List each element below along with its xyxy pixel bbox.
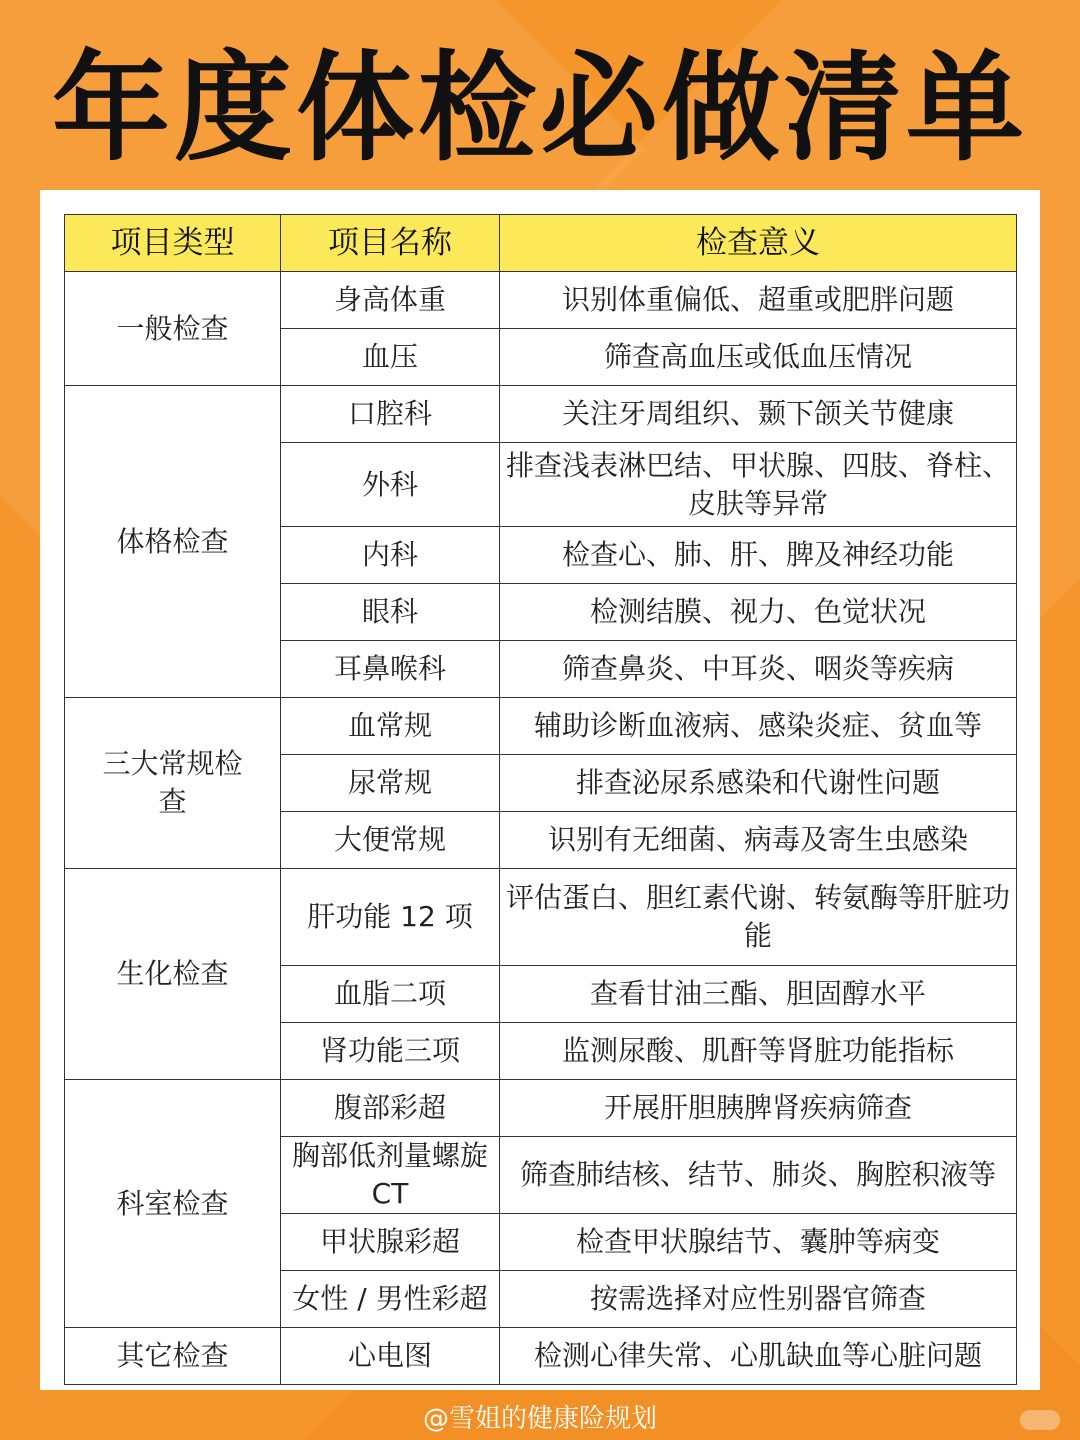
table-row xyxy=(65,272,1017,329)
category-cell xyxy=(65,698,281,869)
item-name: 血脂二项 xyxy=(281,966,500,1023)
corner-badge xyxy=(1020,1410,1060,1430)
item-purpose: 监测尿酸、肌酐等肾脏功能指标 xyxy=(500,1023,1017,1080)
category-cell: 科室检查 xyxy=(65,1080,281,1328)
item-purpose: 检测心律失常、心肌缺血等心脏问题 xyxy=(500,1328,1017,1385)
table-row xyxy=(65,869,1017,966)
category-cell: 其它检查 xyxy=(65,1328,281,1385)
item-purpose: 检测结膜、视力、色觉状况 xyxy=(500,584,1017,641)
item-name: 血常规 xyxy=(281,698,500,755)
item-name: 肾功能三项 xyxy=(281,1023,500,1080)
header-type: 项目类型 xyxy=(65,215,281,272)
item-name: 身高体重 xyxy=(281,272,500,329)
item-purpose: 排查浅表淋巴结、甲状腺、四肢、脊柱、皮肤等异常 xyxy=(500,443,1017,527)
table-row xyxy=(65,1080,1017,1137)
category-cell: 体格检查 xyxy=(65,386,281,698)
item-name: 大便常规 xyxy=(281,812,500,869)
page-title: 年度体检必做清单 xyxy=(51,39,1028,177)
item-purpose: 检查心、肺、肝、脾及神经功能 xyxy=(500,527,1017,584)
item-purpose: 识别体重偏低、超重或肥胖问题 xyxy=(500,272,1017,329)
item-purpose: 识别有无细菌、病毒及寄生虫感染 xyxy=(500,812,1017,869)
item-name: 肝功能 12 项 xyxy=(281,869,500,966)
item-name: 口腔科 xyxy=(281,386,500,443)
item-name: 外科 xyxy=(281,443,500,527)
table-row xyxy=(65,386,1017,443)
header-purpose: 检查意义 xyxy=(500,215,1017,272)
checklist-table xyxy=(64,214,1017,1385)
category-cell: 生化检查 xyxy=(65,869,281,1080)
item-name: 内科 xyxy=(281,527,500,584)
item-name: 女性 / 男性彩超 xyxy=(281,1271,500,1328)
item-purpose: 排查泌尿系感染和代谢性问题 xyxy=(500,755,1017,812)
item-purpose: 开展肝胆胰脾肾疾病筛查 xyxy=(500,1080,1017,1137)
item-purpose: 筛查高血压或低血压情况 xyxy=(500,329,1017,386)
item-name: 尿常规 xyxy=(281,755,500,812)
table-row xyxy=(65,698,1017,755)
item-name: 血压 xyxy=(281,329,500,386)
item-purpose: 关注牙周组织、颞下颌关节健康 xyxy=(500,386,1017,443)
item-purpose: 筛查鼻炎、中耳炎、咽炎等疾病 xyxy=(500,641,1017,698)
item-name: 腹部彩超 xyxy=(281,1080,500,1137)
category-label: 三大常规检查 xyxy=(102,747,243,818)
item-name: 心电图 xyxy=(281,1328,500,1385)
table-row xyxy=(65,1328,1017,1385)
item-name: 耳鼻喉科 xyxy=(281,641,500,698)
category-cell: 一般检查 xyxy=(65,272,281,386)
header-name: 项目名称 xyxy=(281,215,500,272)
item-purpose: 评估蛋白、胆红素代谢、转氨酶等肝脏功能 xyxy=(500,869,1017,966)
item-name: 眼科 xyxy=(281,584,500,641)
author-watermark: @雪姐的健康险规划 xyxy=(422,1404,657,1434)
item-name: 胸部低剂量螺旋 CT xyxy=(281,1137,500,1214)
item-name: 甲状腺彩超 xyxy=(281,1214,500,1271)
item-purpose: 辅助诊断血液病、感染炎症、贫血等 xyxy=(500,698,1017,755)
item-purpose: 筛查肺结核、结节、肺炎、胸腔积液等 xyxy=(500,1137,1017,1214)
item-purpose: 按需选择对应性别器官筛查 xyxy=(500,1271,1017,1328)
item-purpose: 查看甘油三酯、胆固醇水平 xyxy=(500,966,1017,1023)
item-purpose: 检查甲状腺结节、囊肿等病变 xyxy=(500,1214,1017,1271)
